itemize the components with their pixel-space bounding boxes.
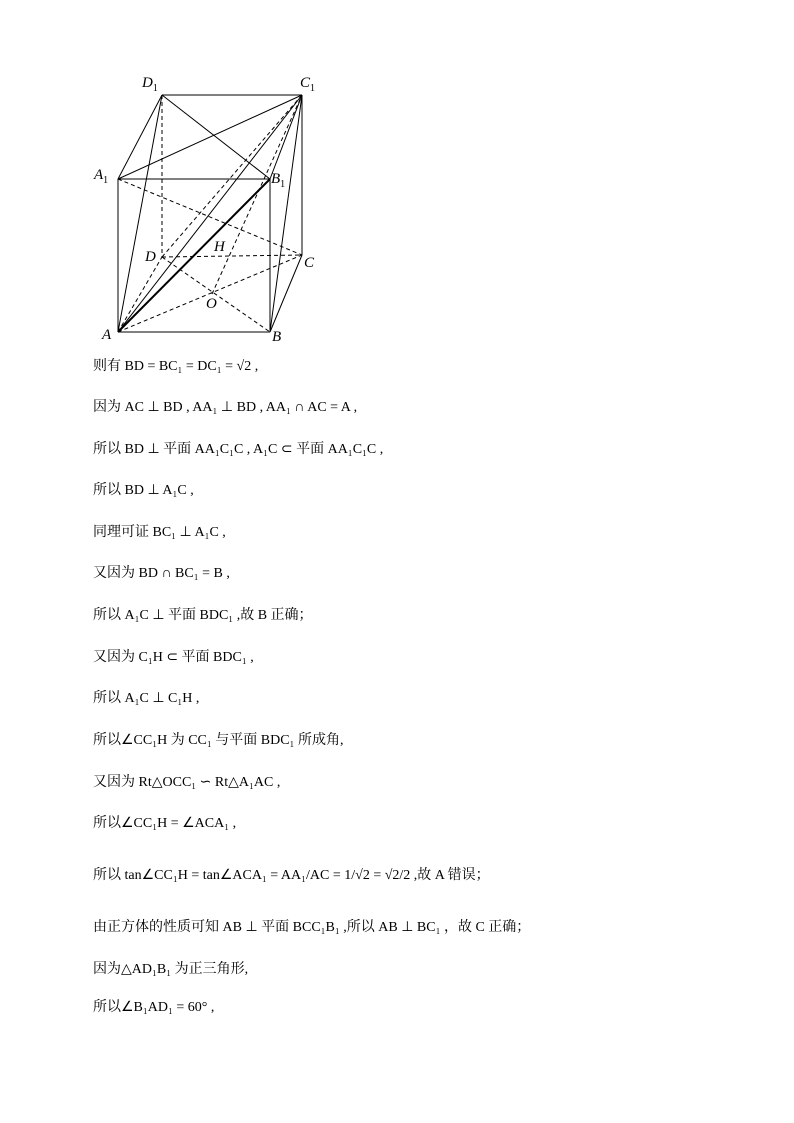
text-line-1: 则有 BD = BC₁ = DC₁ = √2 , — [93, 359, 259, 374]
label-B: B — [272, 329, 282, 345]
text-line-13: 所以 tan∠CC₁H = tan∠ACA₁ = AA₁/AC = 1/√2 = √2/2 ,故 A 错误； — [93, 868, 490, 883]
label-D: D — [145, 249, 156, 265]
edge-A1D1 — [118, 95, 162, 179]
edge-DC — [162, 255, 302, 257]
diag-BD — [162, 257, 270, 332]
text-line-5: 同理可证 BC₁ ⊥ A₁C , — [93, 525, 226, 540]
text-line-7: 所以 A₁C ⊥ 平面 BDC₁ ,故 B 正确； — [93, 608, 313, 623]
diag-D1B1 — [162, 95, 270, 179]
text-line-14: 由正方体的性质可知 AB ⊥ 平面 BCC₁B₁ ,所以 AB ⊥ BC₁ ，故 C 正确； — [93, 920, 531, 935]
label-B1: $B_1$ — [271, 171, 286, 190]
text-line-4: 所以 BD ⊥ A₁C , — [93, 483, 194, 498]
text-line-2: 因为 AC ⊥ BD , AA₁ ⊥ BD , AA₁ ∩ AC = A , — [93, 400, 358, 415]
text-line-3: 所以 BD ⊥ 平面 AA₁C₁C , A₁C ⊂ 平面 AA₁C₁C , — [93, 442, 384, 457]
text-line-16: 所以∠B₁AD₁ = 60° , — [93, 1000, 215, 1015]
label-O: O — [206, 296, 217, 312]
label-D1: $D_1$ — [142, 75, 158, 94]
cube-figure — [90, 70, 340, 350]
text-line-8: 又因为 C₁H ⊂ 平面 BDC₁ , — [93, 650, 254, 665]
label-C: C — [304, 255, 315, 271]
text-line-11: 又因为 Rt△OCC₁ ∽ Rt△A₁AC , — [93, 775, 281, 790]
text-line-9: 所以 A₁C ⊥ C₁H , — [93, 691, 200, 706]
diag-AD1 — [118, 95, 162, 332]
text-line-6: 又因为 BD ∩ BC₁ = B , — [93, 566, 230, 581]
diag-A1C — [118, 179, 302, 255]
label-A: A — [102, 327, 112, 343]
text-line-10: 所以∠CC₁H 为 CC₁ 与平面 BDC₁ 所成角, — [93, 733, 344, 748]
text-line-12: 所以∠CC₁H = ∠ACA₁ , — [93, 816, 237, 831]
label-H: H — [214, 239, 225, 255]
label-A1: $A_1$ — [94, 167, 109, 186]
text-line-15: 因为△AD₁B₁ 为正三角形, — [93, 962, 249, 977]
label-C1: $C_1$ — [300, 75, 316, 94]
